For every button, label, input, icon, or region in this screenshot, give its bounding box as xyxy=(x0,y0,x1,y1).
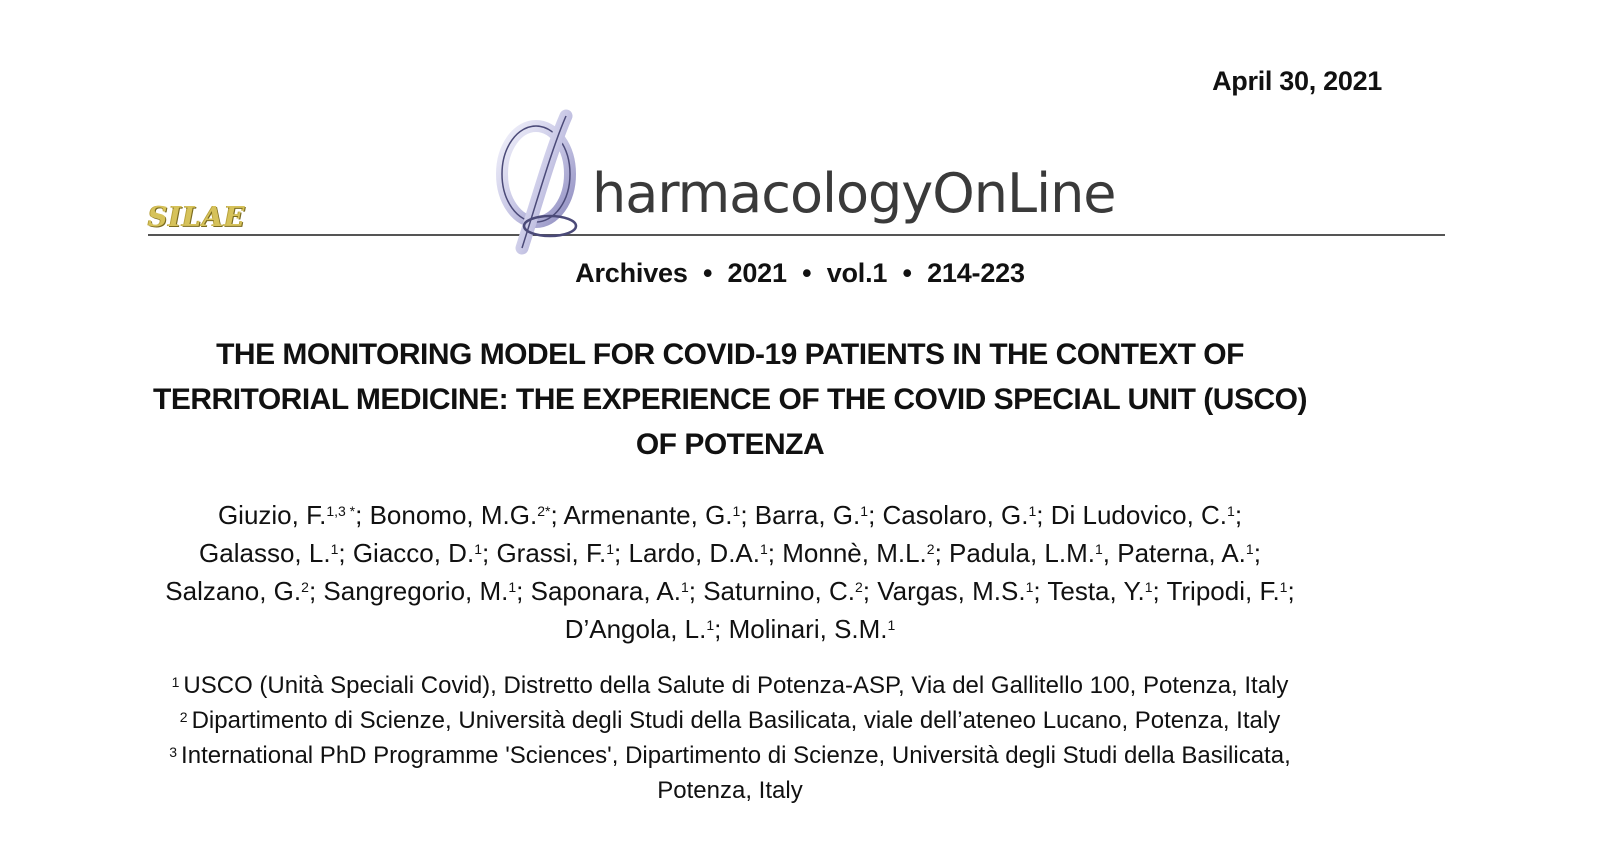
affiliation-text: International PhD Programme 'Sciences', Dipartimento di Scienze, Università degli Studi della Basilicata, Potenza, Italy xyxy=(181,742,1291,804)
affiliation-list xyxy=(60,668,1400,808)
affiliation-number: 2 xyxy=(179,709,188,725)
author-name: Molinari, S.M.$^1$ xyxy=(728,614,896,644)
affiliation-text: USCO (Unità Speciali Covid), Distretto della Salute di Potenza-ASP, Via del Gallitello 100, Potenza, Italy xyxy=(183,672,1289,699)
author-affiliation-marker: 1 xyxy=(760,541,768,557)
author-name: Bonomo, M.G.$^{2*}$ xyxy=(369,500,551,530)
author-affiliation-marker: 2 xyxy=(301,579,309,595)
affiliation-number: 3 xyxy=(169,744,178,760)
author-affiliation-marker: 1 xyxy=(680,579,689,595)
author-affiliation-marker: 1 xyxy=(330,541,339,557)
author-affiliation-marker: 1 xyxy=(732,503,741,519)
author-affiliation-marker: 1 xyxy=(1095,541,1103,557)
author-name: Salzano, G.$^2$ xyxy=(165,576,309,606)
title-line: TERRITORIAL MEDICINE: THE EXPERIENCE OF THE COVID SPECIAL UNIT (USCO) xyxy=(153,383,1307,416)
author-name: Casolaro, G.$^1$ xyxy=(882,500,1037,530)
author-name: Giacco, D.$^1$ xyxy=(352,538,482,568)
author-affiliation-marker: 1 xyxy=(1025,579,1034,595)
author-name: Lardo, D.A.$^1$ xyxy=(628,538,768,568)
archives-year: 2021 xyxy=(727,258,787,288)
author-affiliation-marker: 1 xyxy=(1279,579,1288,595)
author-affiliation-marker: 1 xyxy=(508,579,517,595)
author-affiliation-marker: 1 xyxy=(706,617,715,633)
separator-dot: • xyxy=(902,258,912,288)
phi-logo-icon xyxy=(478,108,608,258)
publication-date: April 30, 2021 xyxy=(1212,66,1382,96)
author-name: Saponara, A.$^1$ xyxy=(530,576,689,606)
author-name: Armenante, G.$^1$ xyxy=(563,500,741,530)
author-name: Testa, Y.$^1$ xyxy=(1047,576,1153,606)
journal-name-logo: harmacologyOnLine xyxy=(592,162,1116,225)
author-name: Di Ludovico, C.$^1$ xyxy=(1050,500,1235,530)
author-name: Saturnino, C.$^2$ xyxy=(703,576,863,606)
title-line: OF POTENZA xyxy=(635,428,825,461)
author-name: Padula, L.M.$^1$ xyxy=(949,538,1103,568)
author-name: Giuzio, F.$^{1,3 *}$ xyxy=(217,500,356,530)
affiliation-text: Dipartimento di Scienze, Università degli Studi della Basilicata, viale dell’ateneo Lucano, Potenza, Italy xyxy=(191,707,1281,734)
author-affiliation-marker: 1 xyxy=(474,541,482,557)
author-affiliation-marker: 2 xyxy=(854,579,863,595)
affiliation-item xyxy=(60,703,1400,738)
author-name: Galasso, L.$^1$ xyxy=(199,538,339,568)
author-name: Paterna, A.$^1$ xyxy=(1117,538,1254,568)
archives-label: Archives xyxy=(575,258,688,288)
author-name: Grassi, F.$^1$ xyxy=(496,538,615,568)
author-affiliation-marker: 1 xyxy=(1144,579,1153,595)
author-name: D’Angola, L.$^1$ xyxy=(564,614,715,644)
article-title xyxy=(60,332,1400,467)
affiliation-item xyxy=(60,668,1400,703)
affiliation-number: 1 xyxy=(171,674,180,690)
author-affiliation-marker: 2 xyxy=(926,541,935,557)
author-affiliation-marker: 1 xyxy=(860,503,869,519)
author-name: Sangregorio, M.$^1$ xyxy=(323,576,517,606)
author-name: Tripodi, F.$^1$ xyxy=(1166,576,1288,606)
separator-dot: • xyxy=(702,258,713,288)
author-affiliation-marker: 1 xyxy=(887,617,896,633)
author-affiliation-marker: 1 xyxy=(1227,503,1235,519)
archives-volume: vol.1 xyxy=(826,258,888,288)
title-line: THE MONITORING MODEL FOR COVID-19 PATIENTS IN THE CONTEXT OF xyxy=(216,338,1244,371)
author-affiliation-marker: 2* xyxy=(537,503,551,519)
author-name: Vargas, M.S.$^1$ xyxy=(877,576,1034,606)
masthead-rule xyxy=(148,234,1445,236)
author-affiliation-marker: 1 xyxy=(606,541,615,557)
author-name: Monnè, M.L.$^2$ xyxy=(782,538,935,568)
journal-masthead xyxy=(140,108,1445,258)
archives-line xyxy=(0,258,1600,289)
author-name: Barra, G.$^1$ xyxy=(754,500,869,530)
separator-dot: • xyxy=(802,258,812,288)
author-affiliation-marker: 1,3 * xyxy=(326,503,356,519)
silae-logo: SILAE xyxy=(148,202,246,233)
affiliation-item xyxy=(155,738,1305,808)
author-list: Giuzio, F.$^{1,3 *}$; Bonomo, M.G.$^{2*}$; Armenante, G.$^1$; Barra, G.$^1$; Casolaro, G.$^1$; Di Ludovico, C.$^1$; Galasso, L.$^1$; Giacco, D.$^1$; Grassi, F.$^1$; Lardo, D.A.$^1$; Monnè, M.L.$^2$; Padula, L.M.$^1$, Paterna, A.$^1$; Salzano, G.$^2$; Sangregorio, M.$^1$; Saponara, A.$^1$; Saturnino, C.$^2$; Vargas, M.S.$^1$; Testa, Y.$^1$; Tripodi, F.$^1$; D’Angola, L.$^1$; Molinari, S.M.$^1$ xyxy=(165,500,1295,644)
author-affiliation-marker: 1 xyxy=(1028,503,1037,519)
archives-pages: 214-223 xyxy=(927,258,1025,288)
author-affiliation-marker: 1 xyxy=(1245,541,1254,557)
